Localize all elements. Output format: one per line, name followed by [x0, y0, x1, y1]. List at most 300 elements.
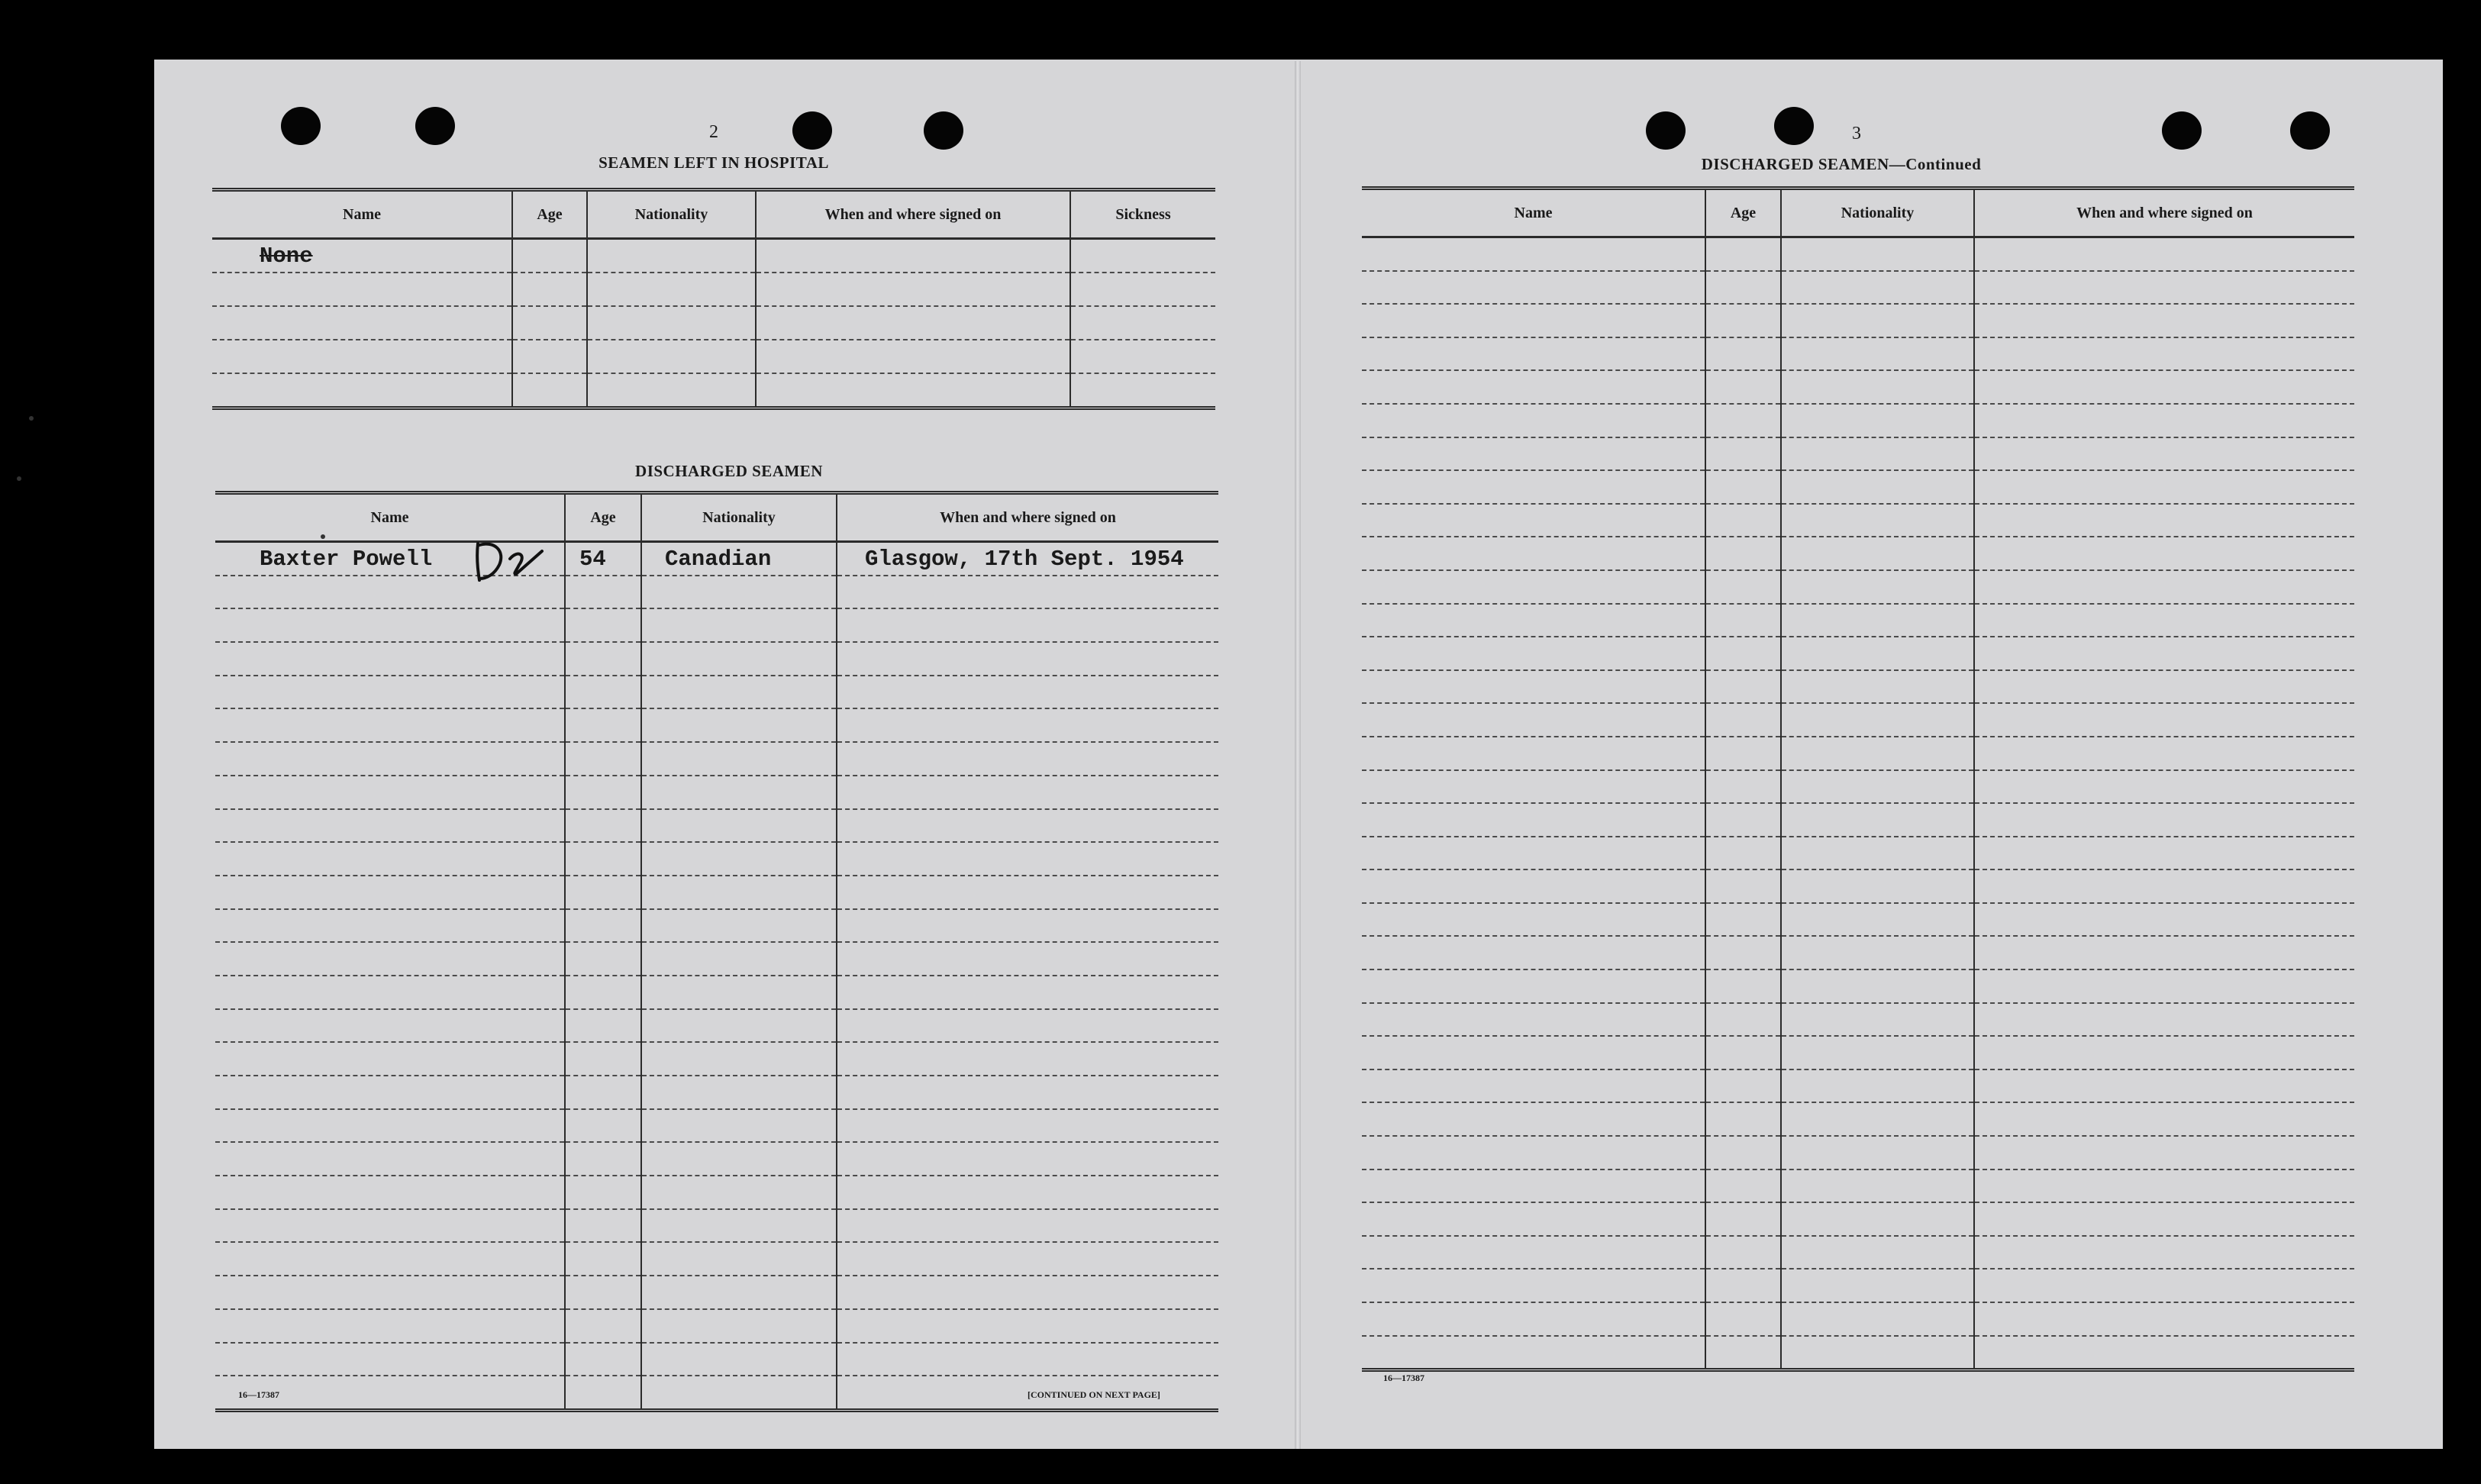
dust-speck — [17, 476, 21, 481]
discharged-section-title: DISCHARGED SEAMEN — [635, 462, 823, 480]
row-name-cell — [215, 1242, 565, 1276]
row-age-cell — [1705, 1069, 1781, 1103]
row-when-where-cell — [1974, 370, 2354, 404]
form-number-left: 16—17387 — [238, 1389, 279, 1400]
row-age-cell — [565, 1376, 641, 1410]
row-name-cell — [215, 1343, 565, 1376]
row-nationality-cell — [641, 1109, 837, 1143]
row-nationality-cell — [587, 239, 756, 273]
table-row — [1362, 1302, 2354, 1336]
row-age-cell — [1705, 637, 1781, 670]
row-age-cell — [1705, 969, 1781, 1003]
row-age-cell — [1705, 1336, 1781, 1370]
table-row — [215, 1309, 1218, 1343]
form-number-right: 16—17387 — [1383, 1373, 1424, 1383]
row-nationality-cell — [641, 976, 837, 1009]
table-row — [1362, 1169, 2354, 1203]
row-nationality-cell — [1781, 1269, 1974, 1302]
row-when-where-cell — [756, 273, 1070, 306]
row-name-cell — [1362, 837, 1705, 870]
row-nationality-cell — [1781, 637, 1974, 670]
table-row — [212, 273, 1215, 306]
row-name-cell — [215, 1309, 565, 1343]
table-row — [215, 642, 1218, 676]
dust-speck — [29, 416, 34, 421]
row-age-cell — [1705, 903, 1781, 937]
row-when-where-cell — [837, 942, 1218, 976]
row-name-cell — [1362, 237, 1705, 271]
row-age-cell — [565, 576, 641, 609]
table-row — [1362, 1036, 2354, 1069]
row-when-where-cell — [837, 608, 1218, 642]
row-when-where-cell — [837, 1276, 1218, 1309]
row-when-where-cell — [756, 239, 1070, 273]
table-row — [215, 809, 1218, 843]
row-when-where-cell — [1974, 869, 2354, 903]
row-when-where-cell — [1974, 570, 2354, 604]
table-row — [1362, 271, 2354, 305]
row-when-where-cell — [1974, 1003, 2354, 1037]
table-row — [215, 876, 1218, 909]
row-age-cell — [565, 942, 641, 976]
row-age-cell — [565, 776, 641, 809]
row-when-where-cell — [1974, 1336, 2354, 1370]
row-nationality-cell — [641, 542, 837, 576]
row-name-cell — [1362, 703, 1705, 737]
row-when-where-cell — [837, 1242, 1218, 1276]
row-nationality-cell — [1781, 304, 1974, 337]
row-when-where-cell — [837, 742, 1218, 776]
hospital-table — [212, 188, 1215, 410]
row-when-where-cell — [1974, 770, 2354, 804]
page-fold — [1295, 61, 1301, 1449]
row-age-cell — [1705, 271, 1781, 305]
row-when-where-cell — [1974, 969, 2354, 1003]
table-row — [1362, 837, 2354, 870]
row-when-where-cell — [1974, 703, 2354, 737]
hospital-section-title: SEAMEN LEFT IN HOSPITAL — [598, 153, 829, 172]
row-nationality-cell — [1781, 271, 1974, 305]
row-name-cell — [215, 809, 565, 843]
row-age-cell — [1705, 1202, 1781, 1236]
row-sickness-cell — [1070, 239, 1215, 273]
row-when-where-cell — [837, 776, 1218, 809]
row-name-cell — [1362, 1269, 1705, 1302]
row-name-cell — [1362, 337, 1705, 371]
row-nationality-cell — [587, 273, 756, 306]
row-name-cell — [215, 842, 565, 876]
table-row — [215, 708, 1218, 742]
punch-hole — [2290, 111, 2330, 150]
row-when-where-cell — [756, 306, 1070, 340]
row-when-where-cell — [837, 708, 1218, 742]
row-nationality-cell — [1781, 1336, 1974, 1370]
row-nationality-cell — [1781, 969, 1974, 1003]
row-name-cell — [215, 1009, 565, 1043]
row-age-cell — [1705, 370, 1781, 404]
row-age-cell — [565, 1276, 641, 1309]
row-when-where-cell — [837, 1176, 1218, 1209]
row-when-where-cell — [837, 976, 1218, 1009]
row-nationality-cell — [641, 676, 837, 709]
row-when-where-cell — [756, 373, 1070, 408]
table-row — [212, 306, 1215, 340]
row-nationality-cell — [1781, 1236, 1974, 1269]
row-nationality-cell — [641, 1142, 837, 1176]
row-age-cell — [1705, 803, 1781, 837]
row-nationality-cell — [1781, 1036, 1974, 1069]
row-name-cell — [1362, 1236, 1705, 1269]
row-nationality-cell — [1781, 470, 1974, 504]
row-nationality-cell — [641, 776, 837, 809]
row-nationality-cell — [1781, 803, 1974, 837]
row-name-cell — [1362, 737, 1705, 770]
row-nationality-cell — [1781, 370, 1974, 404]
row-nationality-cell — [641, 742, 837, 776]
row-name-cell — [215, 776, 565, 809]
row-age-cell — [1705, 869, 1781, 903]
table-row — [1362, 1102, 2354, 1136]
table-row — [1362, 737, 2354, 770]
row-name-cell — [212, 306, 512, 340]
row-when-where-cell — [1974, 537, 2354, 570]
row-age-cell — [512, 306, 587, 340]
row-age-cell — [1705, 304, 1781, 337]
table-row — [215, 976, 1218, 1009]
row-age-cell — [1705, 1269, 1781, 1302]
punch-hole — [792, 111, 832, 150]
row-when-where-cell — [837, 1209, 1218, 1243]
column-header-name: Name — [215, 493, 565, 542]
row-name-cell — [1362, 271, 1705, 305]
row-age-cell — [565, 1142, 641, 1176]
row-age-cell — [565, 1009, 641, 1043]
row-age-cell — [1705, 737, 1781, 770]
table-row — [215, 942, 1218, 976]
row-age-cell — [1705, 670, 1781, 704]
row-age-cell — [565, 842, 641, 876]
row-nationality-cell — [587, 373, 756, 408]
row-name-cell — [1362, 1036, 1705, 1069]
table-row — [1362, 1069, 2354, 1103]
punch-hole — [281, 107, 321, 145]
row-when-where-cell — [837, 909, 1218, 943]
row-name-cell — [212, 373, 512, 408]
row-nationality-cell — [641, 1343, 837, 1376]
row-name-cell — [1362, 670, 1705, 704]
row-nationality-cell — [1781, 604, 1974, 637]
row-when-where-cell — [1974, 670, 2354, 704]
table-row — [215, 742, 1218, 776]
row-when-where-cell — [837, 876, 1218, 909]
row-age-cell — [1705, 337, 1781, 371]
punch-hole — [924, 111, 963, 150]
row-nationality-cell — [1781, 1302, 1974, 1336]
row-age-cell — [565, 742, 641, 776]
column-header-when-where: When and where signed on — [756, 190, 1070, 239]
page-number-right: 3 — [1852, 124, 1861, 144]
table-row — [1362, 969, 2354, 1003]
row-nationality-cell — [1781, 737, 1974, 770]
row-name-cell — [215, 1176, 565, 1209]
table-row — [1362, 370, 2354, 404]
row-nationality-cell — [641, 942, 837, 976]
table-row — [215, 1142, 1218, 1176]
row-when-where-cell — [837, 809, 1218, 843]
row-name-cell — [215, 1109, 565, 1143]
row-when-where-cell — [1974, 1169, 2354, 1203]
row-age-cell — [1705, 1036, 1781, 1069]
row-when-where-cell — [1974, 337, 2354, 371]
table-row — [1362, 237, 2354, 271]
row-nationality-cell — [641, 1242, 837, 1276]
table-row — [1362, 1336, 2354, 1370]
table-row — [1362, 1202, 2354, 1236]
handwritten-mark — [472, 534, 548, 588]
row-age-cell — [1705, 1169, 1781, 1203]
table-row — [215, 909, 1218, 943]
row-when-where-cell — [837, 1309, 1218, 1343]
row-name-cell — [1362, 1102, 1705, 1136]
row-name-cell — [1362, 537, 1705, 570]
row-nationality-cell — [641, 842, 837, 876]
row-age-cell — [1705, 570, 1781, 604]
row-age-cell — [1705, 703, 1781, 737]
row-age-cell — [1705, 1102, 1781, 1136]
table-row — [1362, 637, 2354, 670]
row-nationality-cell — [1781, 337, 1974, 371]
row-nationality-cell — [641, 1376, 837, 1410]
table-row — [1362, 869, 2354, 903]
row-age-cell — [1705, 437, 1781, 471]
punch-hole — [1774, 107, 1814, 145]
table-row — [215, 1276, 1218, 1309]
row-age-cell — [1705, 936, 1781, 969]
row-name-cell — [1362, 570, 1705, 604]
row-name-cell — [215, 976, 565, 1009]
table-row — [215, 1009, 1218, 1043]
table-row — [1362, 537, 2354, 570]
row-nationality-cell — [1781, 1169, 1974, 1203]
row-when-where-cell — [1974, 504, 2354, 537]
column-header-name: Name — [212, 190, 512, 239]
table-row — [1362, 304, 2354, 337]
row-when-where-cell — [1974, 803, 2354, 837]
row-when-where-cell — [1974, 470, 2354, 504]
row-name-cell — [215, 708, 565, 742]
row-name-cell — [215, 1142, 565, 1176]
row-when-where-cell — [1974, 304, 2354, 337]
row-nationality: Canadian — [665, 546, 772, 572]
row-age-cell — [565, 809, 641, 843]
row-name-cell — [1362, 903, 1705, 937]
table-row — [215, 1242, 1218, 1276]
row-when-where-cell — [1974, 903, 2354, 937]
row-name-cell — [215, 942, 565, 976]
discharged-table — [215, 491, 1218, 1412]
column-header-age: Age — [565, 493, 641, 542]
row-when-where-cell — [1974, 1269, 2354, 1302]
row-name-cell — [212, 239, 512, 273]
table-row — [1362, 337, 2354, 371]
table-row — [1362, 803, 2354, 837]
row-name-cell — [1362, 770, 1705, 804]
row-when-where-cell — [837, 676, 1218, 709]
row-when-where-cell — [837, 542, 1218, 576]
row-name-cell — [215, 1276, 565, 1309]
row-nationality-cell — [1781, 1003, 1974, 1037]
row-age-cell — [565, 608, 641, 642]
row-when-where-cell — [837, 1142, 1218, 1176]
row-when-where-cell — [837, 1109, 1218, 1143]
row-nationality-cell — [1781, 1102, 1974, 1136]
table-row — [1362, 770, 2354, 804]
row-nationality-cell — [587, 306, 756, 340]
row-age-cell — [1705, 1302, 1781, 1336]
row-nationality-cell — [1781, 437, 1974, 471]
row-age-cell — [565, 1242, 641, 1276]
row-when-where-cell — [837, 1042, 1218, 1076]
row-name: Baxter Powell — [260, 546, 433, 572]
row-name-cell — [1362, 1003, 1705, 1037]
row-name: None — [260, 244, 313, 269]
row-nationality-cell — [1781, 1136, 1974, 1169]
row-name-cell — [215, 676, 565, 709]
row-age-cell — [565, 1343, 641, 1376]
row-name-cell — [1362, 504, 1705, 537]
punch-hole — [1646, 111, 1686, 150]
table-row — [215, 776, 1218, 809]
column-header-nationality: Nationality — [641, 493, 837, 542]
row-age-cell — [1705, 1136, 1781, 1169]
row-name-cell — [215, 608, 565, 642]
row-sickness-cell — [1070, 340, 1215, 373]
row-name-cell — [215, 642, 565, 676]
row-nationality-cell — [1781, 770, 1974, 804]
table-row — [215, 676, 1218, 709]
row-age-cell — [1705, 504, 1781, 537]
column-header-sickness: Sickness — [1070, 190, 1215, 239]
row-name-cell — [1362, 1202, 1705, 1236]
row-age-cell — [1705, 770, 1781, 804]
row-nationality-cell — [641, 642, 837, 676]
row-nationality-cell — [1781, 504, 1974, 537]
row-sickness-cell — [1070, 373, 1215, 408]
row-age-cell — [565, 976, 641, 1009]
continued-section-title — [1702, 155, 1981, 174]
punch-hole — [2162, 111, 2202, 150]
column-header-age: Age — [512, 190, 587, 239]
table-row — [212, 340, 1215, 373]
punch-hole — [415, 107, 455, 145]
row-age-cell — [1705, 1003, 1781, 1037]
row-when-where-cell — [1974, 404, 2354, 437]
row-when-where-cell — [837, 1343, 1218, 1376]
row-name-cell — [1362, 604, 1705, 637]
table-row — [215, 576, 1218, 609]
table-row — [1362, 404, 2354, 437]
row-nationality-cell — [641, 576, 837, 609]
row-when-where-cell — [1974, 437, 2354, 471]
row-nationality-cell — [641, 909, 837, 943]
row-age-cell — [565, 676, 641, 709]
row-age-cell — [565, 1109, 641, 1143]
column-header-nationality: Nationality — [1781, 189, 1974, 237]
table-row — [1362, 470, 2354, 504]
row-name-cell — [1362, 370, 1705, 404]
table-row — [1362, 703, 2354, 737]
row-when-where-cell — [1974, 637, 2354, 670]
table-row — [1362, 504, 2354, 537]
table-row — [212, 373, 1215, 408]
table-row — [1362, 903, 2354, 937]
row-name-cell — [1362, 637, 1705, 670]
row-age-cell — [1705, 604, 1781, 637]
row-nationality-cell — [641, 608, 837, 642]
row-nationality-cell — [1781, 936, 1974, 969]
row-when-where-cell — [1974, 1036, 2354, 1069]
row-when-where-cell — [1974, 1102, 2354, 1136]
table-row — [215, 1176, 1218, 1209]
row-name-cell — [1362, 404, 1705, 437]
table-row — [215, 1042, 1218, 1076]
row-age-cell — [1705, 237, 1781, 271]
row-nationality-cell — [1781, 869, 1974, 903]
row-name-cell — [1362, 1302, 1705, 1336]
table-row — [215, 1209, 1218, 1243]
table-row — [1362, 570, 2354, 604]
row-age-cell — [565, 1076, 641, 1109]
row-name-cell — [1362, 869, 1705, 903]
row-age-cell — [1705, 1236, 1781, 1269]
row-nationality-cell — [641, 1309, 837, 1343]
row-name-cell — [1362, 304, 1705, 337]
row-nationality-cell — [641, 1176, 837, 1209]
column-header-age: Age — [1705, 189, 1781, 237]
row-nationality-cell — [1781, 1069, 1974, 1103]
table-row — [215, 1343, 1218, 1376]
row-when-where-cell — [837, 576, 1218, 609]
table-row — [212, 239, 1215, 273]
row-when-where-cell — [1974, 1236, 2354, 1269]
row-when-where-cell — [1974, 604, 2354, 637]
row-age-cell — [1705, 837, 1781, 870]
row-nationality-cell — [1781, 404, 1974, 437]
row-nationality-cell — [1781, 537, 1974, 570]
row-when-where-cell — [756, 340, 1070, 373]
row-age-cell — [565, 1176, 641, 1209]
table-row — [215, 542, 1218, 576]
dust-speck — [321, 534, 325, 539]
row-when-where-cell — [1974, 237, 2354, 271]
row-when-where-cell — [837, 1076, 1218, 1109]
row-name-cell — [215, 742, 565, 776]
column-header-name: Name — [1362, 189, 1705, 237]
row-sickness-cell — [1070, 306, 1215, 340]
row-when-where-cell — [1974, 1202, 2354, 1236]
row-name-cell — [215, 876, 565, 909]
row-age-cell — [565, 876, 641, 909]
row-nationality-cell — [641, 708, 837, 742]
row-when-where-cell — [1974, 737, 2354, 770]
row-name-cell — [1362, 936, 1705, 969]
row-nationality-cell — [1781, 670, 1974, 704]
row-name-cell — [1362, 1069, 1705, 1103]
row-age-cell — [512, 340, 587, 373]
row-age-cell — [512, 273, 587, 306]
table-row — [1362, 1136, 2354, 1169]
row-name-cell — [1362, 969, 1705, 1003]
